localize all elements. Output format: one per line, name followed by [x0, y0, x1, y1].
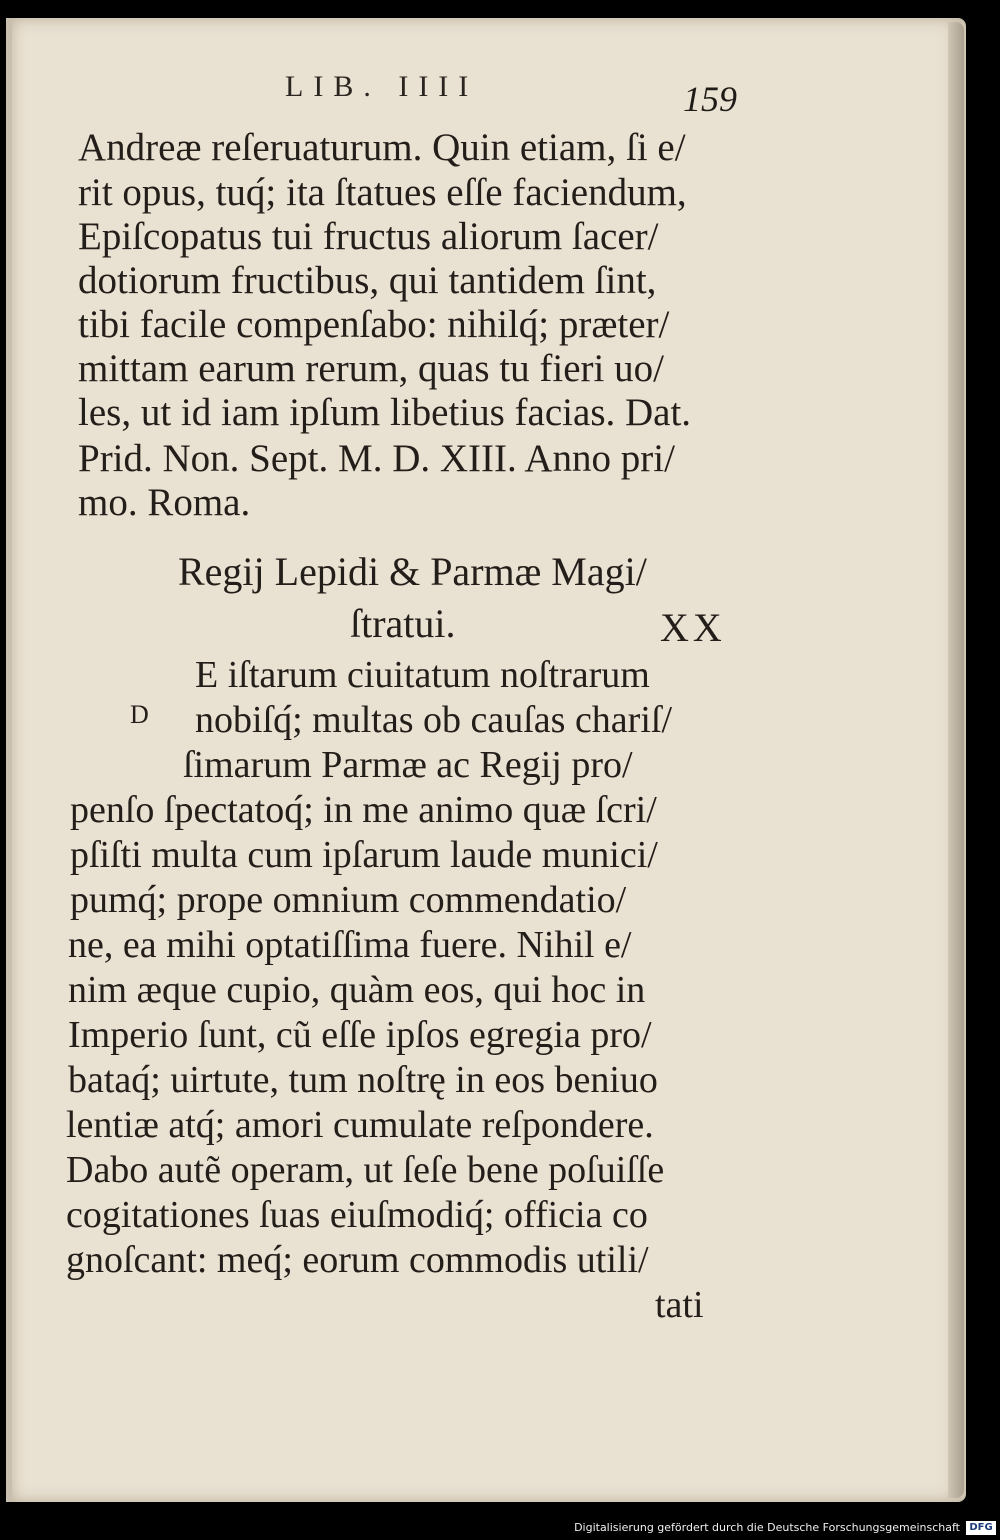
text-line: nim æque cupio, quàm eos, qui hoc in [68, 969, 646, 1011]
text-line: gnoſcant: meq́; eorum commodis utili/ [66, 1239, 649, 1281]
page-left-edge [6, 18, 12, 1502]
text-line: pſiſti multa cum ipſarum laude munici/ [70, 834, 658, 876]
text-line: Prid. Non. Sept. M. D. XIII. Anno pri/ [78, 437, 675, 480]
text-line: dotiorum fructibus, qui tantidem ſint, [78, 259, 657, 302]
text-line: rit opus, tuq́; ita ſtatues eſſe faciendum, [78, 171, 687, 214]
text-line: pumq́; prope omnium commendatio/ [70, 879, 627, 921]
page-right-edge [948, 22, 964, 1498]
funding-credit: Digitalisierung gefördert durch die Deutsche Forschungsgemeinschaft [574, 1521, 960, 1534]
text-line: lentiæ atq́; amori cumulate reſpondere. [66, 1104, 654, 1146]
text-line: bataq́; uirtute, tum noſtrę in eos beniuo [68, 1059, 658, 1101]
text-line: tibi facile compenſabo: nihilq́; præter/ [78, 303, 670, 346]
initial-letter: D [130, 700, 149, 729]
text-line: penſo ſpectatoq́; in me animo quæ ſcri/ [70, 789, 657, 831]
running-head: LIB. IIII [285, 70, 479, 103]
text-line: mo. Roma. [78, 481, 251, 524]
catchword: tati [655, 1284, 704, 1326]
text-line: cogitationes ſuas eiuſmodiq́; officia co [66, 1194, 648, 1236]
text-line: Andreæ reſeruaturum. Quin etiam, ſi e/ [78, 126, 686, 169]
page-number: 159 [683, 79, 737, 119]
text-line: Dabo autẽ operam, ut ſeſe bene poſuiſſe [66, 1149, 665, 1191]
heading-line-1: Regij Lepidi & Parmæ Magi/ [178, 549, 647, 594]
text-line: ne, ea mihi optatiſſima fuere. Nihil e/ [68, 924, 632, 966]
heading-line-2: ſtratui. [350, 601, 456, 646]
text-line: nobiſq́; multas ob cauſas chariſ/ [195, 699, 673, 741]
text-line: mittam earum rerum, quas tu fieri uo/ [78, 347, 664, 390]
text-line: les, ut id iam ipſum libetius facias. Dat. [78, 391, 692, 434]
text-line: Imperio ſunt, cũ eſſe ipſos egregia pro/ [68, 1014, 652, 1056]
text-line: E iſtarum ciuitatum noſtrarum [195, 654, 650, 696]
dfg-logo: DFG [966, 1521, 996, 1535]
text-line: ſimarum Parmæ ac Regij pro/ [183, 744, 633, 786]
text-line: Epiſcopatus tui fructus aliorum ſacer/ [78, 215, 659, 258]
letter-number: XX [660, 605, 726, 650]
